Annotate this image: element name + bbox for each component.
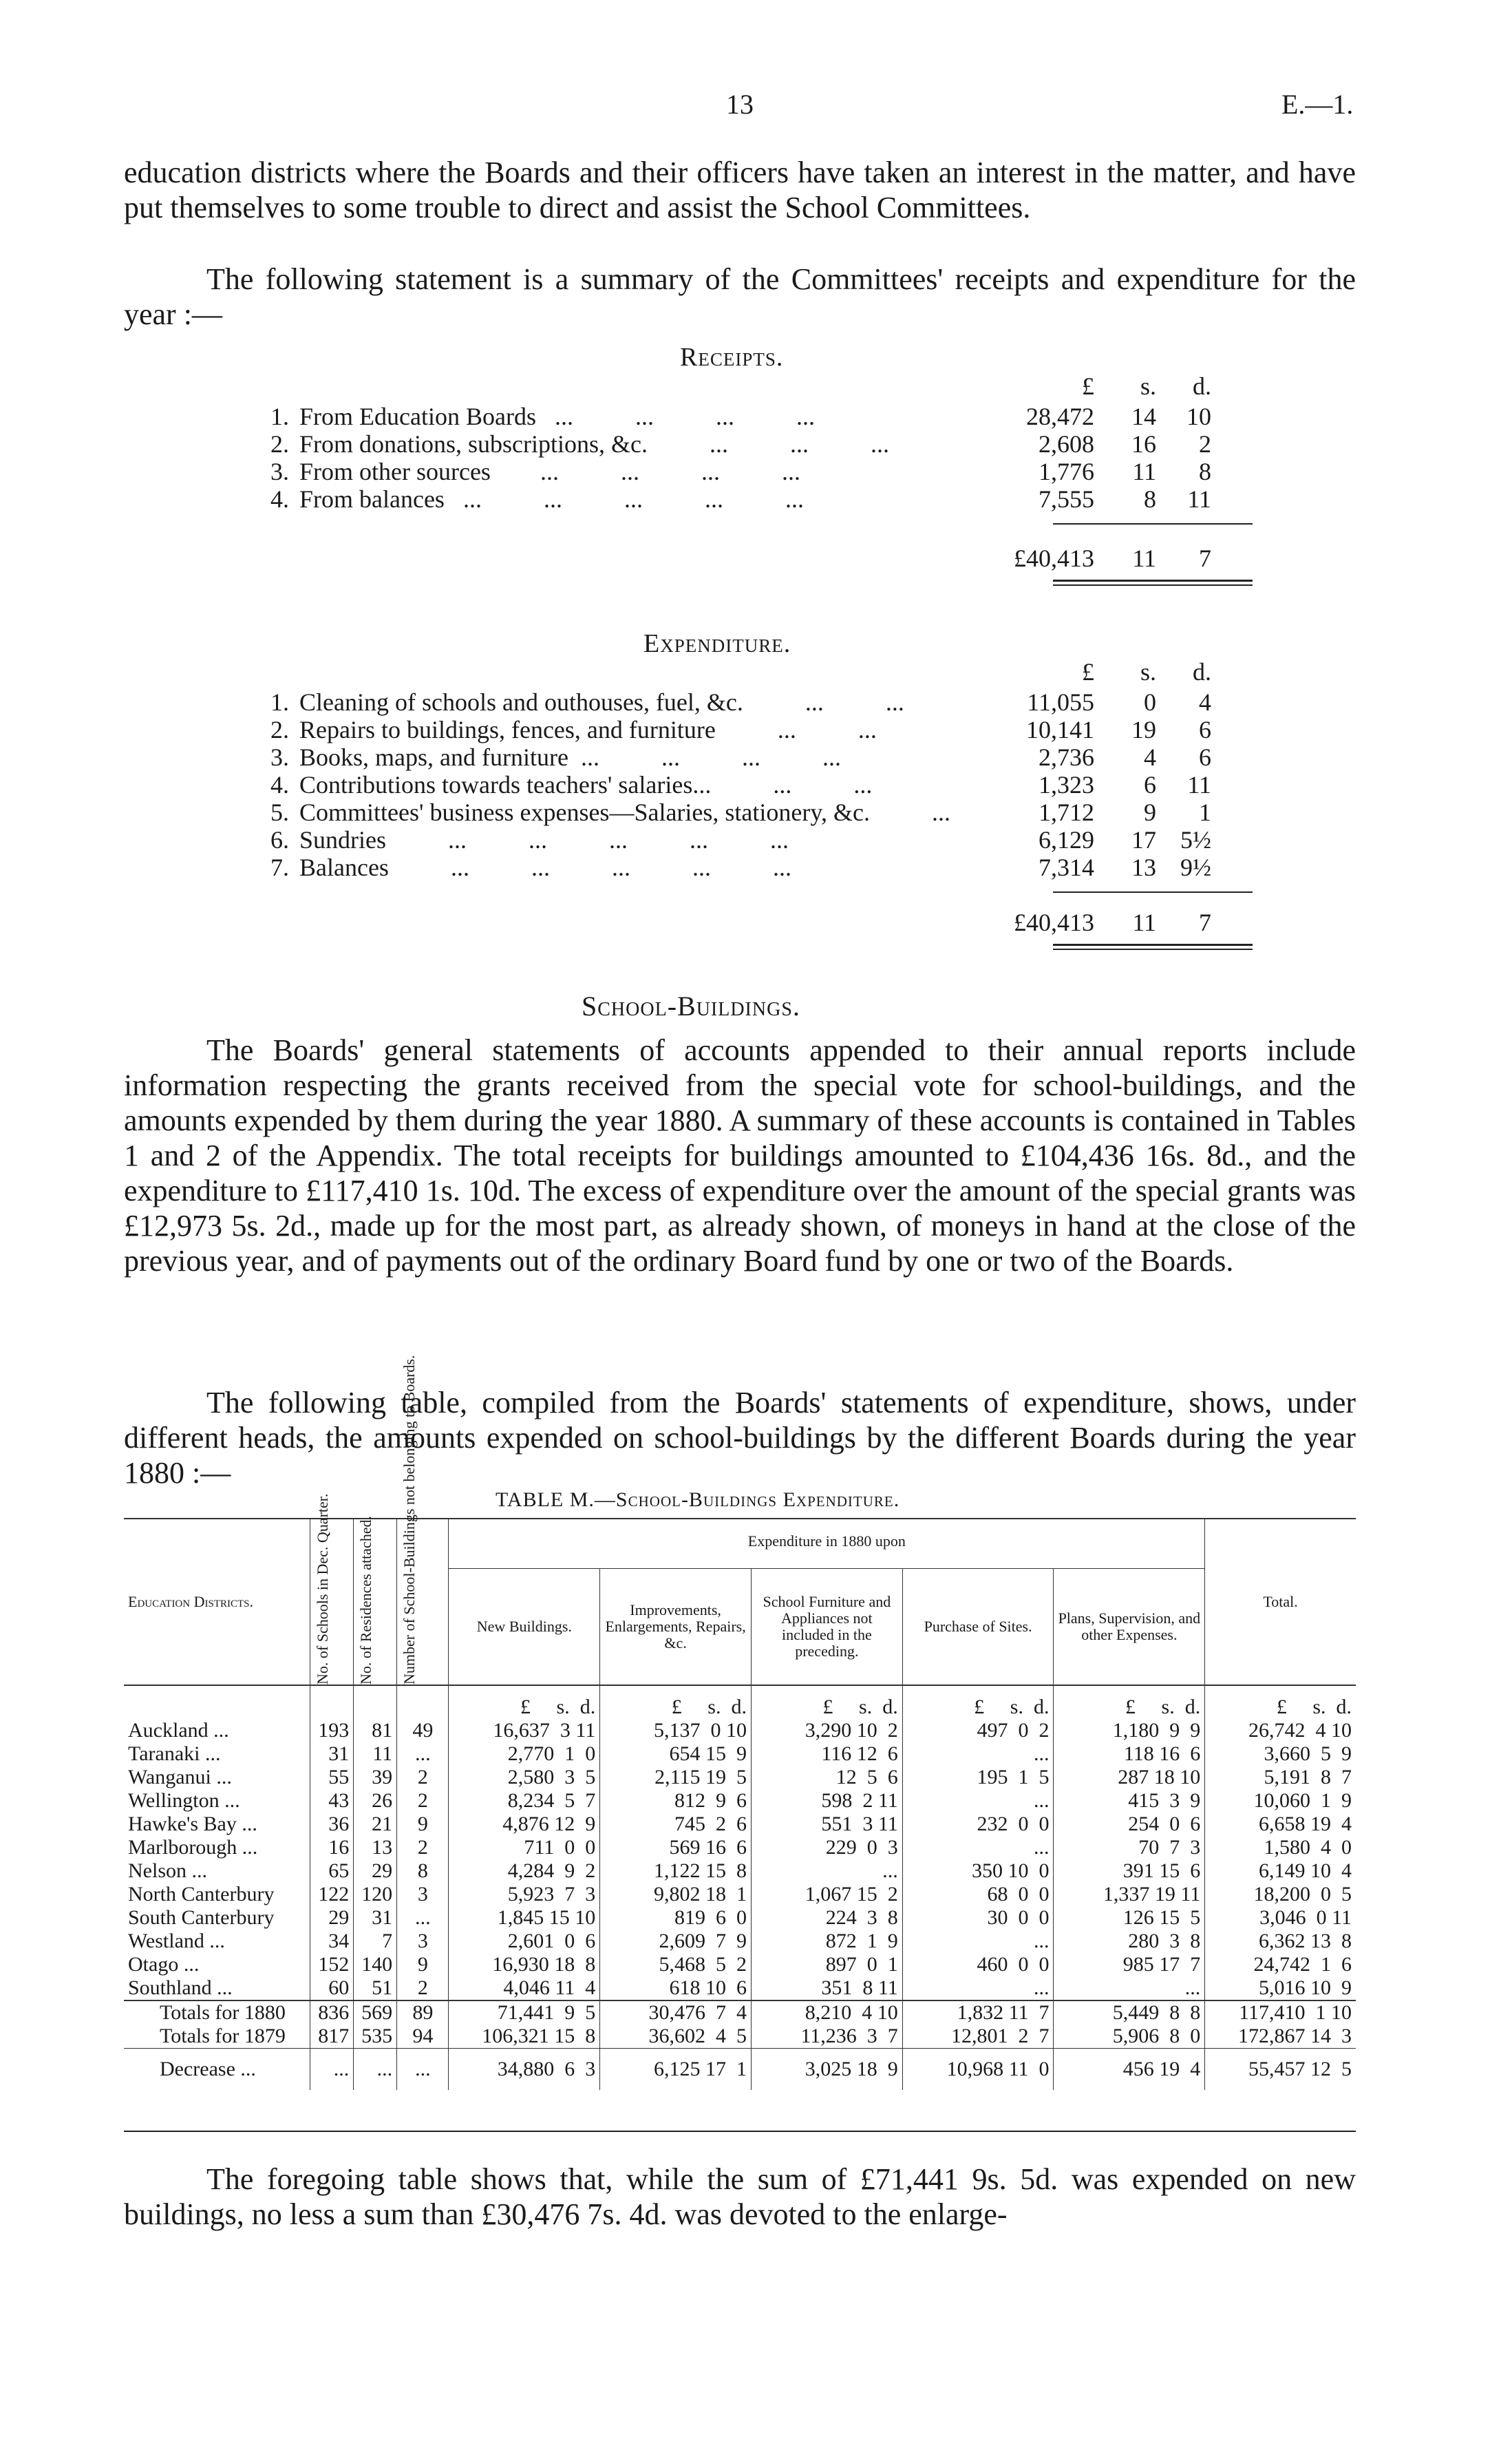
- cell-schools: ...: [310, 2049, 354, 2091]
- cell-district: Marlborough ...: [124, 1836, 310, 1859]
- receipt-row: 2. From donations, subscriptions, &c. ... ... ... 2,608 16 2: [270, 430, 1211, 458]
- cell-residences: 29: [354, 1859, 397, 1883]
- col-expenditure-group: Expenditure in 1880 upon: [449, 1519, 1205, 1568]
- units-total: £ s. d.: [1276, 1696, 1352, 1718]
- cell-sites: 30 0 0: [902, 1906, 1054, 1930]
- cell-plans: 126 15 5: [1054, 1906, 1205, 1930]
- cell-furniture: 3,025 18 9: [751, 2049, 902, 2091]
- cell-plans: 287 18 10: [1054, 1766, 1205, 1789]
- cell-total: 26,742 4 10: [1248, 1719, 1352, 1742]
- expenditure-row: 2. Repairs to buildings, fences, and furniture ... ... 10,141 19 6: [270, 716, 1211, 743]
- table-row: [124, 1789, 1356, 1813]
- cell-not-belonging: 2: [397, 1789, 449, 1813]
- paragraph-conclusion: The foregoing table shows that, while the sum of £71,441 9s. 5d. was expended on new buildings, no less a sum than £30,476 7s. 4d. was devoted to the enlarge-: [124, 2162, 1356, 2231]
- page-number: 13: [726, 89, 754, 120]
- paragraph-table-intro: The following table, compiled from the Boards' statements of expenditure, shows, under different heads, the amounts expended on school-buildings by the different Boards during the year 1880 :—: [124, 1386, 1356, 1490]
- cell-improvements: 1,122 15 8: [600, 1859, 752, 1883]
- cell-district: Wellington ...: [124, 1789, 310, 1813]
- col-improvements: Improvements, Enlargements, Repairs, &c.: [600, 1568, 752, 1685]
- cell-total: 1,580 4 0: [1264, 1836, 1352, 1859]
- double-rule: [1053, 949, 1253, 950]
- cell-plans: 70 7 3: [1054, 1836, 1205, 1859]
- cell-sites: 232 0 0: [902, 1813, 1054, 1836]
- cell-furniture: 351 8 11: [751, 1976, 902, 2000]
- cell-schools: 16: [310, 1836, 354, 1859]
- cell-sites: 497 0 2: [902, 1719, 1054, 1742]
- cell-not-belonging: 94: [397, 2025, 449, 2049]
- cell-not-belonging: ...: [397, 1742, 449, 1766]
- expenditure-row: 7. Balances ... ... ... ... ... 7,314 13 9½: [270, 854, 1211, 881]
- cell-improvements: 819 6 0: [600, 1906, 752, 1930]
- cell-not-belonging: 3: [397, 1930, 449, 1953]
- cell-residences: 51: [354, 1976, 397, 2000]
- cell-district: Decrease ...: [124, 2049, 310, 2091]
- paragraph-accounts: The Boards' general statements of accounts appended to their annual reports include information respecting the grants received from the special vote for school-buildings, and the amounts expended by them during the year 1880. A summary of these accounts is contained in Tables 1 and 2 of the Appendix. The total receipts for buildings amounted to £104,436 16s. 8d., and the expenditure to £117,410 1s. 10d. The excess of expenditure over the amount of the special grants was £12,973 5s. 2d., made up for the most part, as already shown, of moneys in hand at the close of the previous year, and of payments out of the ordinary Board fund by one or two of the Boards.: [124, 1033, 1356, 1278]
- col-district: Education Districts.: [124, 1519, 310, 1685]
- cell-sites: 195 1 5: [902, 1766, 1054, 1789]
- table-row: [124, 1836, 1356, 1859]
- cell-residences: 13: [354, 1836, 397, 1859]
- cell-residences: 31: [354, 1906, 397, 1930]
- total-rule: [1053, 891, 1253, 893]
- cell-improvements: 654 15 9: [600, 1742, 752, 1766]
- cell-new-buildings: 4,284 9 2: [449, 1859, 600, 1883]
- cell-improvements: 5,468 5 2: [600, 1953, 752, 1976]
- cell-furniture: 224 3 8: [751, 1906, 902, 1930]
- units-sites: £ s. d.: [902, 1685, 1054, 1719]
- units-new: £ s. d.: [449, 1685, 600, 1719]
- cell-total: 117,410 1 10: [1239, 2001, 1352, 2024]
- cell-schools: 60: [310, 1976, 354, 2000]
- double-rule: [1053, 944, 1253, 946]
- totals-row: [124, 2000, 1356, 2025]
- table-row: [124, 1976, 1356, 2000]
- col-not-belonging: Number of School-Buildings not belonging to Boards.: [397, 1519, 449, 1685]
- cell-total: 172,867 14 3: [1238, 2025, 1352, 2047]
- cell-improvements: 5,137 0 10: [600, 1719, 752, 1742]
- receipt-row: 4. From balances ... ... ... ... ... 7,555 8 11: [270, 485, 1211, 513]
- cell-district: Nelson ...: [124, 1859, 310, 1883]
- cell-not-belonging: ...: [397, 1906, 449, 1930]
- cell-furniture: 229 0 3: [751, 1836, 902, 1859]
- cell-residences: 81: [354, 1719, 397, 1742]
- cell-district: Taranaki ...: [124, 1742, 310, 1766]
- cell-residences: 569: [354, 2000, 397, 2025]
- col-sites: Purchase of Sites.: [902, 1568, 1054, 1685]
- cell-improvements: 745 2 6: [600, 1813, 752, 1836]
- cell-total: 3,660 5 9: [1264, 1742, 1352, 1765]
- cell-district: South Canterbury: [124, 1906, 310, 1930]
- cell-plans: 456 19 4: [1054, 2049, 1205, 2091]
- cell-furniture: 598 2 11: [751, 1789, 902, 1813]
- cell-improvements: 36,602 4 5: [600, 2025, 752, 2049]
- cell-not-belonging: 49: [397, 1719, 449, 1742]
- cell-plans: ...: [1054, 1976, 1205, 2000]
- table-row: [124, 1813, 1356, 1836]
- cell-furniture: 11,236 3 7: [751, 2025, 902, 2049]
- cell-improvements: 6,125 17 1: [600, 2049, 752, 2091]
- cell-plans: 254 0 6: [1054, 1813, 1205, 1836]
- cell-not-belonging: 8: [397, 1859, 449, 1883]
- table-row: [124, 1906, 1356, 1930]
- cell-schools: 193: [310, 1719, 354, 1742]
- cell-schools: 29: [310, 1906, 354, 1930]
- col-new-buildings: New Buildings.: [449, 1568, 600, 1685]
- cell-furniture: 116 12 6: [751, 1742, 902, 1766]
- cell-new-buildings: 71,441 9 5: [449, 2000, 600, 2025]
- cell-furniture: 872 1 9: [751, 1930, 902, 1953]
- document-reference: E.—1.: [1281, 89, 1354, 120]
- expenditure-row: 3. Books, maps, and furniture ... ... ... ... 2,736 4 6: [270, 743, 1211, 771]
- cell-district: Southland ...: [124, 1976, 310, 2000]
- cell-improvements: 618 10 6: [600, 1976, 752, 2000]
- cell-sites: 1,832 11 7: [902, 2000, 1054, 2025]
- expenditure-row: 5. Committees' business expenses—Salaries, stationery, &c. ... 1,712 9 1: [270, 799, 1211, 826]
- col-total: Total.: [1263, 1593, 1298, 1610]
- cell-new-buildings: 16,637 3 11: [449, 1719, 600, 1742]
- cell-new-buildings: 34,880 6 3: [449, 2049, 600, 2091]
- cell-schools: 817: [310, 2025, 354, 2049]
- cell-plans: 1,180 9 9: [1054, 1719, 1205, 1742]
- cell-plans: 415 3 9: [1054, 1789, 1205, 1813]
- cell-schools: 43: [310, 1789, 354, 1813]
- expenditure-row: 1. Cleaning of schools and outhouses, fuel, &c. ... ... 11,055 0 4: [270, 688, 1211, 716]
- cell-sites: ...: [902, 1930, 1054, 1953]
- cell-total: 5,016 10 9: [1259, 1976, 1352, 1999]
- table-row: [124, 1953, 1356, 1976]
- cell-improvements: 2,115 19 5: [600, 1766, 752, 1789]
- cell-district: Otago ...: [124, 1953, 310, 1976]
- cell-sites: ...: [902, 1976, 1054, 2000]
- receipts-title: Receipts.: [680, 343, 784, 372]
- pounds-header: £: [1082, 372, 1094, 400]
- cell-district: Totals for 1880: [124, 2000, 310, 2025]
- col-schools: No. of Schools in Dec. Quarter.: [310, 1519, 354, 1685]
- shillings-header: s.: [1140, 372, 1156, 400]
- cell-improvements: 9,802 18 1: [600, 1883, 752, 1906]
- expenditure-row: 6. Sundries ... ... ... ... ... 6,129 17 5½: [270, 826, 1211, 854]
- cell-residences: 535: [354, 2025, 397, 2049]
- cell-plans: 1,337 19 11: [1054, 1883, 1205, 1906]
- cell-residences: ...: [354, 2049, 397, 2091]
- cell-new-buildings: 1,845 15 10: [449, 1906, 600, 1930]
- cell-schools: 152: [310, 1953, 354, 1976]
- cell-plans: 391 15 6: [1054, 1859, 1205, 1883]
- cell-sites: 10,968 11 0: [902, 2049, 1054, 2091]
- cell-total: 18,200 0 5: [1253, 1883, 1352, 1905]
- cell-plans: 280 3 8: [1054, 1930, 1205, 1953]
- cell-not-belonging: ...: [397, 2049, 449, 2091]
- cell-residences: 21: [354, 1813, 397, 1836]
- cell-total: 6,149 10 4: [1259, 1859, 1352, 1882]
- cell-residences: 120: [354, 1883, 397, 1906]
- cell-total: 10,060 1 9: [1253, 1789, 1352, 1812]
- cell-residences: 140: [354, 1953, 397, 1976]
- cell-plans: 118 16 6: [1054, 1742, 1205, 1766]
- cell-total: 3,046 0 11: [1259, 1906, 1352, 1929]
- table-row: [124, 1930, 1356, 1953]
- cell-furniture: 551 3 11: [751, 1813, 902, 1836]
- table-row: [124, 1883, 1356, 1906]
- cell-sites: ...: [902, 1836, 1054, 1859]
- total-rule: [1053, 523, 1253, 525]
- cell-total: 6,658 19 4: [1259, 1813, 1352, 1835]
- cell-sites: 68 0 0: [902, 1883, 1054, 1906]
- school-buildings-title: School-Buildings.: [582, 991, 800, 1022]
- cell-schools: 836: [310, 2000, 354, 2025]
- currency-header: £ s. d.: [1082, 658, 1211, 686]
- cell-total: 6,362 13 8: [1259, 1930, 1352, 1952]
- col-furniture: School Furniture and Appliances not included in the preceding.: [751, 1568, 902, 1685]
- cell-residences: 11: [354, 1742, 397, 1766]
- cell-plans: 5,906 8 0: [1054, 2025, 1205, 2049]
- cell-furniture: 3,290 10 2: [751, 1719, 902, 1742]
- expenditure-row: 4. Contributions towards teachers' salaries... ... ... 1,323 6 11: [270, 771, 1211, 799]
- units-impr: £ s. d.: [600, 1685, 752, 1719]
- cell-sites: 350 10 0: [902, 1859, 1054, 1883]
- cell-not-belonging: 2: [397, 1766, 449, 1789]
- cell-district: Hawke's Bay ...: [124, 1813, 310, 1836]
- cell-new-buildings: 8,234 5 7: [449, 1789, 600, 1813]
- cell-new-buildings: 5,923 7 3: [449, 1883, 600, 1906]
- cell-district: Wanganui ...: [124, 1766, 310, 1789]
- cell-schools: 34: [310, 1930, 354, 1953]
- cell-furniture: 12 5 6: [751, 1766, 902, 1789]
- cell-furniture: 8,210 4 10: [751, 2000, 902, 2025]
- cell-furniture: 897 0 1: [751, 1953, 902, 1976]
- cell-not-belonging: 2: [397, 1976, 449, 2000]
- cell-new-buildings: 4,876 12 9: [449, 1813, 600, 1836]
- cell-furniture: ...: [751, 1859, 902, 1883]
- totals-row: [124, 2025, 1356, 2049]
- cell-residences: 26: [354, 1789, 397, 1813]
- cell-schools: 31: [310, 1742, 354, 1766]
- units-furn: £ s. d.: [751, 1685, 902, 1719]
- cell-total: 5,191 8 7: [1264, 1766, 1352, 1788]
- cell-improvements: 30,476 7 4: [600, 2000, 752, 2025]
- cell-schools: 55: [310, 1766, 354, 1789]
- cell-not-belonging: 89: [397, 2000, 449, 2025]
- table-title: TABLE M.—School-Buildings Expenditure.: [496, 1488, 900, 1511]
- cell-new-buildings: 2,770 1 0: [449, 1742, 600, 1766]
- paragraph-summary-intro: The following statement is a summary of the Committees' receipts and expenditure for the year :—: [124, 262, 1356, 331]
- receipt-total: £40,413 11 7: [1014, 545, 1211, 572]
- cell-schools: 122: [310, 1883, 354, 1906]
- receipt-row: 3. From other sources ... ... ... ... 1,776 11 8: [270, 458, 1211, 485]
- cell-new-buildings: 4,046 11 4: [449, 1976, 600, 2000]
- cell-not-belonging: 2: [397, 1836, 449, 1859]
- units-plans: £ s. d.: [1054, 1685, 1205, 1719]
- cell-total: 55,457 12 5: [1248, 2058, 1352, 2080]
- cell-new-buildings: 106,321 15 8: [449, 2025, 600, 2049]
- col-plans: Plans, Supervision, and other Expenses.: [1054, 1568, 1205, 1685]
- cell-plans: 985 17 7: [1054, 1953, 1205, 1976]
- table-row: [124, 1859, 1356, 1883]
- cell-sites: ...: [902, 1742, 1054, 1766]
- cell-improvements: 569 16 6: [600, 1836, 752, 1859]
- cell-new-buildings: 2,601 0 6: [449, 1930, 600, 1953]
- cell-residences: 7: [354, 1930, 397, 1953]
- cell-not-belonging: 9: [397, 1813, 449, 1836]
- double-rule: [1053, 584, 1253, 586]
- expenditure-total: £40,413 11 7: [1014, 909, 1211, 936]
- cell-furniture: 1,067 15 2: [751, 1883, 902, 1906]
- cell-not-belonging: 9: [397, 1953, 449, 1976]
- col-residences: No. of Residences attached.: [354, 1519, 397, 1685]
- receipt-row: 1. From Education Boards ... ... ... ... 28,472 14 10: [270, 403, 1211, 430]
- cell-district: Westland ...: [124, 1930, 310, 1953]
- pence-header: d.: [1193, 372, 1211, 400]
- cell-new-buildings: 711 0 0: [449, 1836, 600, 1859]
- cell-improvements: 2,609 7 9: [600, 1930, 752, 1953]
- table-row: [124, 1742, 1356, 1766]
- cell-schools: 36: [310, 1813, 354, 1836]
- cell-schools: 65: [310, 1859, 354, 1883]
- table-bottom-rule: [124, 2131, 1356, 2132]
- cell-sites: 460 0 0: [902, 1953, 1054, 1976]
- cell-district: Totals for 1879: [124, 2025, 310, 2049]
- expenditure-title: Expenditure.: [643, 629, 791, 658]
- currency-header: [248, 372, 1253, 402]
- cell-new-buildings: 2,580 3 5: [449, 1766, 600, 1789]
- cell-district: North Canterbury: [124, 1883, 310, 1906]
- decrease-row: [124, 2049, 1356, 2091]
- paragraph-intro: education districts where the Boards and their officers have taken an interest in the matter, and have put themselves to some trouble to direct and assist the School Committees.: [124, 156, 1356, 224]
- cell-residences: 39: [354, 1766, 397, 1789]
- cell-sites: ...: [902, 1789, 1054, 1813]
- cell-plans: 5,449 8 8: [1054, 2000, 1205, 2025]
- table-row: [124, 1719, 1356, 1742]
- cell-improvements: 812 9 6: [600, 1789, 752, 1813]
- double-rule: [1053, 580, 1253, 582]
- cell-not-belonging: 3: [397, 1883, 449, 1906]
- cell-district: Auckland ...: [124, 1719, 310, 1742]
- table-row: [124, 1766, 1356, 1789]
- cell-new-buildings: 16,930 18 8: [449, 1953, 600, 1976]
- cell-sites: 12,801 2 7: [902, 2025, 1054, 2049]
- cell-total: 24,742 1 6: [1253, 1953, 1352, 1976]
